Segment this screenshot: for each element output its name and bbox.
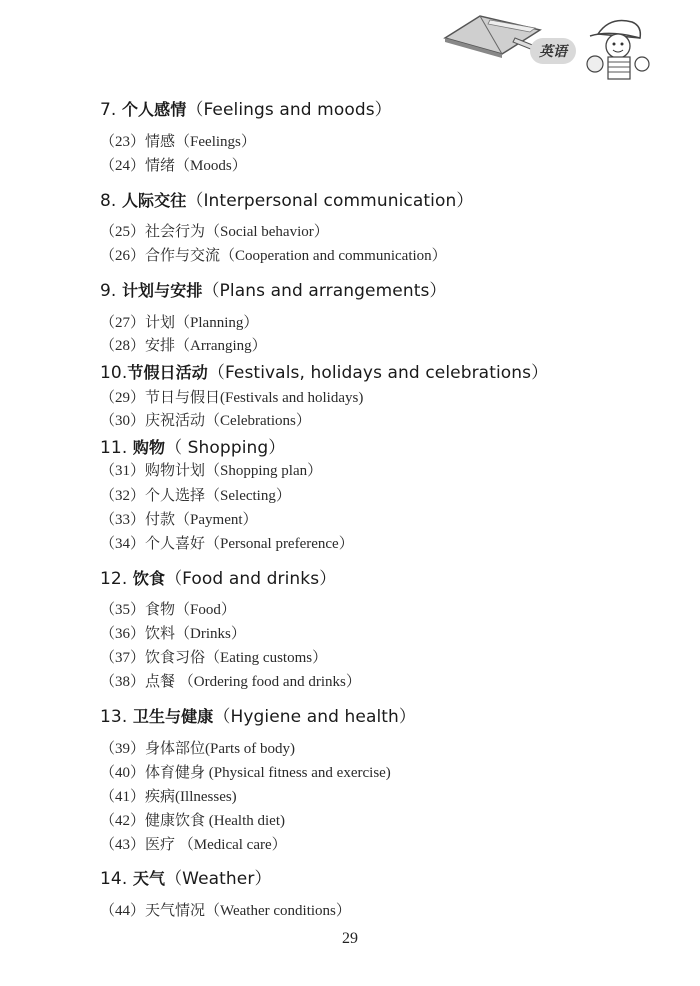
item-zh: 付款 — [145, 512, 176, 528]
item-en: （Drinks） — [175, 626, 246, 642]
section-title-en: （Weather） — [165, 869, 272, 889]
item-en: (Health diet) — [205, 813, 285, 829]
section-number: 9. — [100, 281, 117, 301]
header-illustration — [430, 0, 700, 85]
list-item — [100, 484, 291, 505]
item-zh: 合作与交流 — [145, 248, 221, 264]
list-item — [100, 386, 363, 407]
subject-badge: 英语 — [530, 38, 576, 64]
item-zh: 安排 — [145, 338, 176, 354]
item-en: （Food） — [175, 602, 236, 618]
list-item — [100, 154, 247, 175]
section-title-en: （Hygiene and health） — [213, 707, 417, 727]
item-number: （23） — [100, 134, 146, 150]
list-item — [100, 130, 256, 151]
item-number: （33） — [100, 512, 146, 528]
item-en: （Payment） — [175, 512, 258, 528]
page-number: 29 — [342, 930, 358, 947]
section-heading — [100, 358, 548, 383]
item-number: （32） — [100, 488, 146, 504]
section-title-zh: 天气 — [132, 869, 166, 888]
item-en: (Festivals and holidays) — [220, 390, 364, 406]
item-number: （40） — [100, 765, 146, 781]
item-zh: 饮料 — [145, 626, 176, 642]
list-item — [100, 459, 322, 480]
item-number: （30） — [100, 413, 146, 429]
section-heading — [100, 276, 447, 301]
list-item — [100, 334, 267, 355]
section-title-en: （Food and drinks） — [165, 569, 337, 589]
list-item — [100, 761, 391, 782]
item-number: （35） — [100, 602, 146, 618]
item-number: （36） — [100, 626, 146, 642]
section-title-en: （Feelings and moods） — [186, 100, 392, 120]
item-zh: 天气情况 — [145, 903, 206, 919]
list-item — [100, 244, 447, 265]
section-title-zh: 个人感情 — [121, 100, 187, 119]
list-item — [100, 409, 311, 430]
section-number: 13. — [100, 707, 128, 727]
item-zh: 个人选择 — [145, 488, 206, 504]
item-number: （44） — [100, 903, 146, 919]
list-item — [100, 532, 354, 553]
item-en: （Personal preference） — [205, 536, 354, 552]
section-heading — [100, 564, 336, 589]
item-number: （29） — [100, 390, 146, 406]
item-number: （41） — [100, 789, 146, 805]
item-number: （38） — [100, 674, 146, 690]
list-item — [100, 311, 258, 332]
item-zh: 疾病 — [145, 789, 176, 805]
section-number: 11. — [100, 438, 128, 458]
section-number: 7. — [100, 100, 117, 120]
section-number: 14. — [100, 869, 128, 889]
item-en: （Cooperation and communication） — [220, 248, 447, 264]
section-title-en: （ Shopping） — [165, 438, 286, 458]
list-item — [100, 833, 287, 854]
item-zh: 健康饮食 — [145, 813, 206, 829]
list-item — [100, 220, 329, 241]
item-zh: 计划 — [145, 315, 176, 331]
item-number: （39） — [100, 741, 146, 757]
item-number: （27） — [100, 315, 146, 331]
item-en: （Moods） — [175, 158, 247, 174]
item-en: （Planning） — [175, 315, 259, 331]
item-en: （Arranging） — [175, 338, 267, 354]
item-en: （Selecting） — [205, 488, 291, 504]
section-title-zh: 饮食 — [132, 569, 166, 588]
section-title-en: （Interpersonal communication） — [186, 191, 474, 211]
section-number: 12. — [100, 569, 128, 589]
item-zh: 饮食习俗 — [145, 650, 206, 666]
item-number: （42） — [100, 813, 146, 829]
list-item — [100, 622, 246, 643]
list-item — [100, 670, 361, 691]
section-heading — [100, 433, 285, 458]
section-number: 10. — [100, 363, 128, 383]
section-heading — [100, 702, 416, 727]
item-zh: 情绪 — [145, 158, 176, 174]
item-zh: 体育健身 — [145, 765, 206, 781]
item-number: （34） — [100, 536, 146, 552]
item-zh: 庆祝活动 — [145, 413, 206, 429]
item-number: （28） — [100, 338, 146, 354]
item-zh: 食物 — [145, 602, 176, 618]
section-heading — [100, 186, 473, 211]
section-title-en: （Festivals, holidays and celebrations） — [207, 363, 549, 383]
item-number: （31） — [100, 463, 146, 479]
item-en: （Eating customs） — [205, 650, 328, 666]
section-title-zh: 人际交往 — [121, 191, 187, 210]
item-en: （Celebrations） — [205, 413, 311, 429]
item-en: （Medical care） — [175, 837, 287, 853]
list-item — [100, 646, 327, 667]
item-zh: 社会行为 — [145, 224, 206, 240]
list-item — [100, 785, 237, 806]
item-en: （Shopping plan） — [205, 463, 323, 479]
item-en: （Weather conditions） — [205, 903, 351, 919]
item-zh: 身体部位 — [145, 741, 206, 757]
list-item — [100, 737, 295, 758]
section-title-zh: 计划与安排 — [121, 281, 203, 300]
item-en: （Social behavior） — [205, 224, 329, 240]
section-heading — [100, 95, 392, 120]
section-title-zh: 卫生与健康 — [132, 707, 214, 726]
item-zh: 节日与假日 — [145, 390, 221, 406]
item-en: (Parts of body) — [205, 741, 296, 757]
section-number: 8. — [100, 191, 117, 211]
item-zh: 情感 — [145, 134, 176, 150]
item-zh: 点餐 — [145, 674, 176, 690]
section-heading — [100, 864, 272, 889]
section-title-zh: 购物 — [132, 438, 166, 457]
item-en: （Feelings） — [175, 134, 256, 150]
item-en: （Ordering food and drinks） — [175, 674, 361, 690]
item-en: (Illnesses) — [175, 789, 237, 805]
item-number: （25） — [100, 224, 146, 240]
item-zh: 医疗 — [145, 837, 176, 853]
item-en: (Physical fitness and exercise) — [205, 765, 391, 781]
item-zh: 购物计划 — [145, 463, 206, 479]
list-item — [100, 809, 285, 830]
list-item — [100, 899, 351, 920]
list-item — [100, 598, 236, 619]
section-title-zh: 节假日活动 — [127, 363, 208, 382]
item-number: （26） — [100, 248, 146, 264]
item-zh: 个人喜好 — [145, 536, 206, 552]
list-item — [100, 508, 258, 529]
section-title-en: （Plans and arrangements） — [202, 281, 447, 301]
cartoon-boy-icon — [580, 12, 660, 82]
item-number: （37） — [100, 650, 146, 666]
item-number: （24） — [100, 158, 146, 174]
item-number: （43） — [100, 837, 146, 853]
